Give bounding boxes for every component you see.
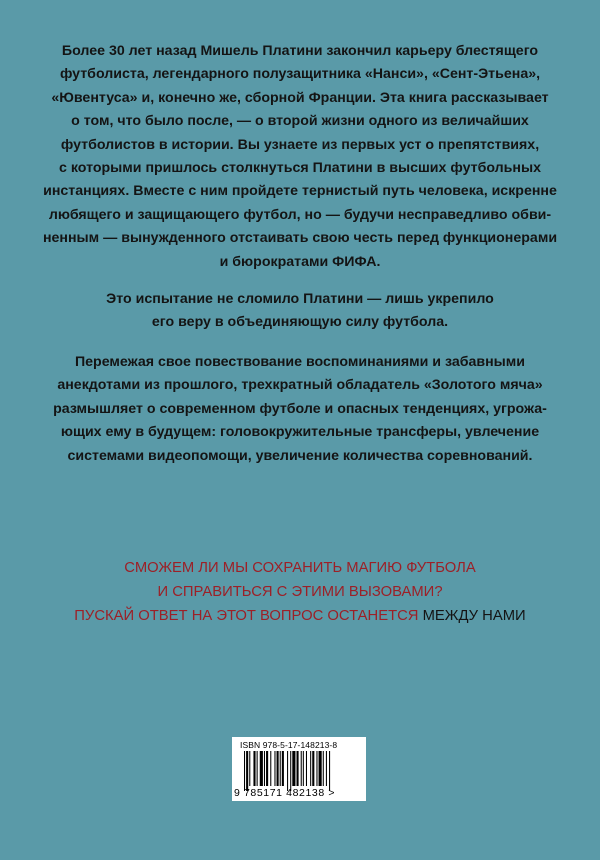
text-line: его веру в объединяющую силу футбола. xyxy=(151,314,449,331)
barcode-bar xyxy=(280,751,281,786)
text-line: с которыми пришлось столкнуться Платини в высших футбольных xyxy=(59,160,541,177)
text-line: футболистов в истории. Вы узнаете из первых уст о препятствиях, xyxy=(60,136,540,153)
barcode-bar xyxy=(312,751,314,786)
text-line: ющих ему в будущем: головокружительные трансферы, увлечение xyxy=(60,424,540,441)
text-line: размышляет о современном футболе и опасных тенденциях, угрожа- xyxy=(53,400,547,417)
barcode-bar xyxy=(323,751,324,786)
isbn-barcode xyxy=(232,737,366,801)
isbn-label: ISBN 978-5-17-148213-8 xyxy=(240,740,338,750)
barcode-bar xyxy=(249,751,250,786)
barcode-first-digit: 9 xyxy=(234,787,241,799)
text-line: системами видеопомощи, увеличение количества соревнований. xyxy=(67,447,533,464)
barcode-left-group: 785171 xyxy=(243,787,283,799)
barcode-bar xyxy=(329,751,330,791)
description-paragraph-3 xyxy=(30,351,570,468)
barcode-bars xyxy=(244,751,354,791)
barcode-bar xyxy=(246,751,248,791)
barcode-bar xyxy=(244,751,245,791)
text-line: Более 30 лет назад Мишель Платини закончил карьеру блестящего xyxy=(61,43,539,59)
text-line: и бюрократами ФИФА. xyxy=(219,253,381,270)
barcode-bar xyxy=(319,751,322,786)
barcode-bar xyxy=(282,751,284,786)
barcode-bar xyxy=(260,751,263,786)
tagline xyxy=(0,556,600,629)
barcode-bar xyxy=(266,751,268,786)
barcode-bar xyxy=(277,751,279,786)
barcode-right-group: 482138 xyxy=(286,787,325,799)
text-line: анекдотами из прошлого, трехкратный обладатель «Золотого мяча» xyxy=(57,377,543,394)
barcode-bar xyxy=(306,751,307,786)
barcode-bar xyxy=(270,751,271,786)
tagline-line-2: И СПРАВИТЬСЯ С ЭТИМИ ВЫЗОВАМИ? xyxy=(157,584,443,601)
description-paragraph-1 xyxy=(30,40,570,274)
back-cover-description xyxy=(0,40,600,482)
description-paragraph-2 xyxy=(30,288,570,335)
barcode-bar xyxy=(316,751,317,786)
text-line: Это испытание не сломило Платини — лишь укрепило xyxy=(106,291,494,308)
barcode-bar xyxy=(264,751,265,786)
barcode-bar xyxy=(290,751,291,791)
barcode-bar xyxy=(301,751,302,786)
barcode-bar xyxy=(257,751,258,786)
text-line: ненным — вынужденного отстаивать свою честь перед функционерами xyxy=(42,230,558,247)
barcode-bar xyxy=(326,751,327,786)
tagline-red-part: ПУСКАЙ ОТВЕТ НА ЭТОТ ВОПРОС ОСТАНЕТСЯ xyxy=(74,608,419,625)
barcode-bar xyxy=(303,751,304,786)
text-line: любящего и защищающего футбол, но — будучи несправедливо обви- xyxy=(48,206,552,223)
tagline-line-1: СМОЖЕМ ЛИ МЫ СОХРАНИТЬ МАГИЮ ФУТБОЛА xyxy=(124,560,476,576)
text-line: Перемежая свое повествование воспоминаниями и забавными xyxy=(74,353,526,370)
barcode-digits xyxy=(234,787,364,799)
book-title-mention: МЕЖДУ НАМИ xyxy=(422,608,526,625)
tagline-line-3 xyxy=(0,604,600,628)
barcode-bar xyxy=(292,751,295,786)
text-line: инстанциях. Вместе с ним пройдете тернистый путь человека, искренне xyxy=(43,183,557,200)
text-line: о том, что было после, — о второй жизни одного из величайших xyxy=(71,113,529,130)
barcode-bar xyxy=(310,751,311,786)
text-line: «Ювентуса» и, конечно же, сборной Франции. Эта книга рассказывает xyxy=(51,89,549,106)
barcode-bar xyxy=(287,751,288,791)
barcode-bar xyxy=(297,751,299,786)
barcode-arrow: > xyxy=(328,787,336,799)
text-line: футболиста, легендарного полузащитника «Нанси», «Сент-Этьена», xyxy=(59,66,541,83)
barcode-bar xyxy=(253,751,255,786)
barcode-bar xyxy=(274,751,275,786)
